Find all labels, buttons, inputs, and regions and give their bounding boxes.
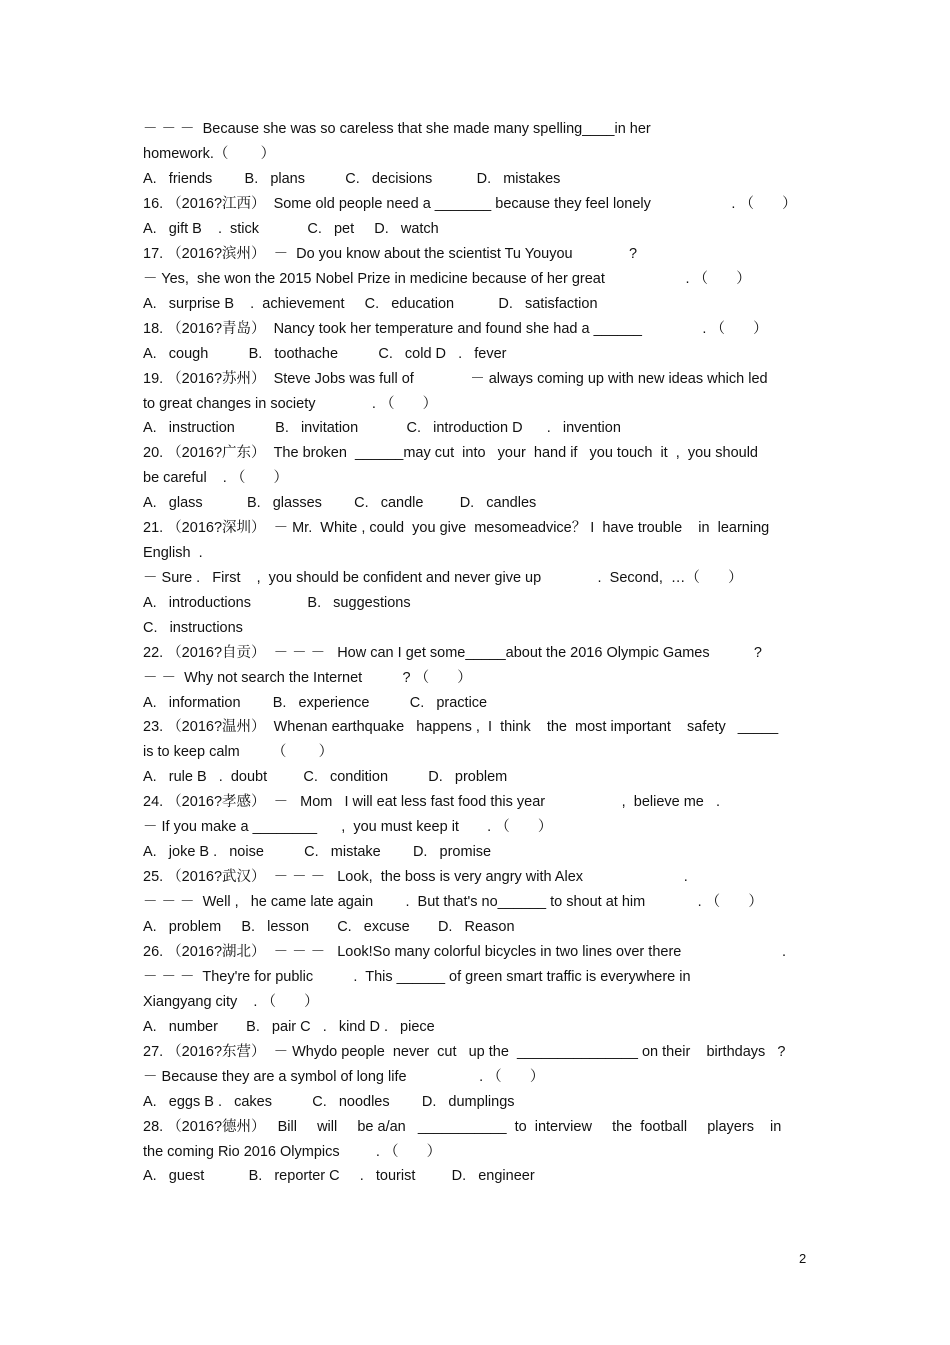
answer-options: A. number B. pair C . kind D . piece [143,1019,435,1035]
question-25: 25. （2016?武汉） － － － Look, the boss is very angry with Alex . [143,869,688,885]
answer-options: A. eggs B . cakes C. noodles D. dumplings [143,1094,515,1110]
text-line: English . [143,545,203,561]
question-22: 22. （2016?自贡） － － － How can I get some_____about the 2016 Olympic Games ? [143,645,762,661]
question-16: 16. （2016?江西） Some old people need a _______ because they feel lonely . （ ） [143,196,797,212]
text-line: － － － Well , he came late again . But that's no______ to shout at him . （ ） [143,894,763,910]
text-line: Xiangyang city . （ ） [143,994,319,1010]
answer-options: A. problem B. lesson C. excuse D. Reason [143,919,515,935]
answer-options: A. glass B. glasses C. candle D. candles [143,495,537,511]
text-line: － If you make a ________ , you must keep it . （ ） [143,819,553,835]
answer-options: C. instructions [143,620,243,636]
answer-options: A. information B. experience C. practice [143,695,488,711]
question-21: 21. （2016?深圳） － Mr. White , could you give mesomeadvice？ I have trouble in learning [143,520,770,536]
text-line: － － Why not search the Internet ? （ ） [143,670,472,686]
text-line: be careful . （ ） [143,470,289,486]
text-line: － Sure . First , you should be confident and never give up . Second, …（ ） [143,570,743,586]
text-line: － － － They're for public . This ______ of green smart traffic is everywhere in [143,969,691,985]
text-line: － － － Because she was so careless that she made many spelling____in her [143,121,651,137]
answer-options: A. introductions B. suggestions [143,595,411,611]
question-28: 28. （2016?德州） Bill will be a/an ___________ to interview the football players in [143,1119,782,1135]
answer-options: A. cough B. toothache C. cold D . fever [143,346,507,362]
answer-options: A. joke B . noise C. mistake D. promise [143,844,492,860]
question-19: 19. （2016?苏州） Steve Jobs was full of － always coming up with new ideas which led [143,371,768,387]
answer-options: A. guest B. reporter C . tourist D. engineer [143,1168,535,1184]
text-line: － Because they are a symbol of long life . （ ） [143,1069,545,1085]
answer-options: A. gift B . stick C. pet D. watch [143,221,439,237]
question-23: 23. （2016?温州） Whenan earthquake happens , I think the most important safety _____ [143,719,779,735]
question-17: 17. （2016?滨州） － Do you know about the scientist Tu Youyou ? [143,246,638,262]
text-line: － Yes, she won the 2015 Nobel Prize in medicine because of her great . （ ） [143,271,751,287]
text-line: the coming Rio 2016 Olympics . （ ） [143,1144,442,1160]
text-line: to great changes in society . （ ） [143,396,438,412]
answer-options: A. rule B . doubt C. condition D. problem [143,769,508,785]
question-20: 20. （2016?广东） The broken ______may cut into your hand if you touch it , you should [143,445,758,461]
question-24: 24. （2016?孝感） － Mom I will eat less fast food this year , believe me . [143,794,720,810]
text-line: homework.（ ） [143,146,276,162]
question-26: 26. （2016?湖北） － － － Look!So many colorful bicycles in two lines over there . [143,944,787,960]
page-number: 2 [799,1251,807,1266]
answer-options: A. instruction B. invitation C. introduction D . invention [143,420,621,436]
answer-options: A. surprise B . achievement C. education D. satisfaction [143,296,598,312]
question-18: 18. （2016?青岛） Nancy took her temperature and found she had a ______ . （ ） [143,321,768,337]
answer-options: A. friends B. plans C. decisions D. mistakes [143,171,561,187]
question-27: 27. （2016?东营） － Whydo people never cut up the _______________ on their birthdays ? [143,1044,786,1060]
text-line: is to keep calm （ ） [143,744,334,760]
